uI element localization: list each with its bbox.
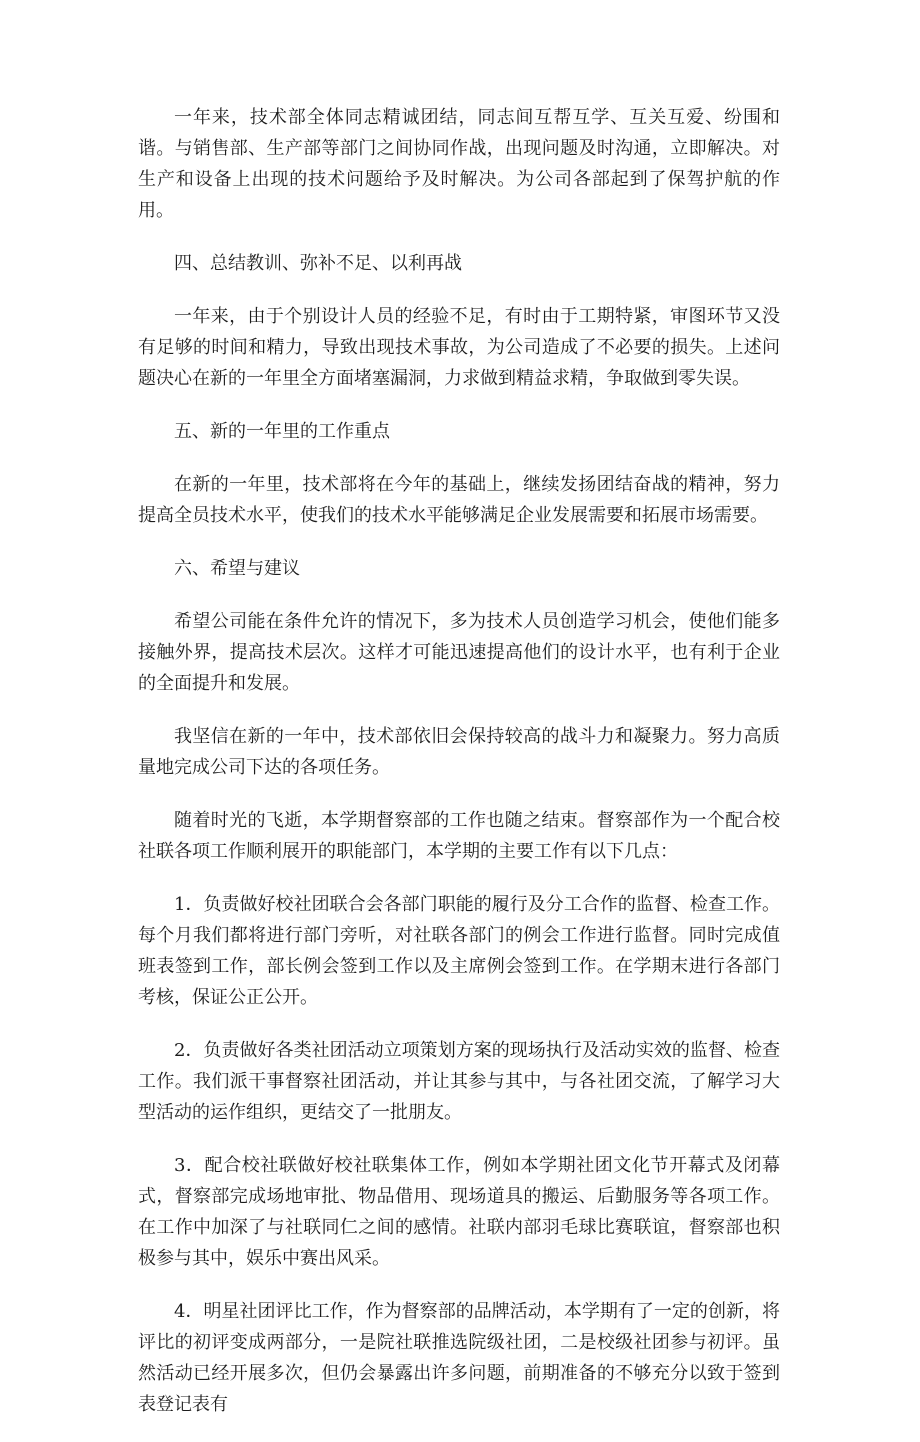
document-body [138,102,780,1442]
list-item-3: 3．配合校社联做好校社联集体工作，例如本学期社团文化节开幕式及闭幕式，督察部完成场地审批、物品借用、现场道具的搬运、后勤服务等各项工作。在工作中加深了与社联同仁之间的感情。社联内部羽毛球比赛联谊，督察部也积极参与其中，娱乐中赛出风采。 [138,1155,780,1269]
list-item-2: 2．负责做好各类社团活动立项策划方案的现场执行及活动实效的监督、检查工作。我们派干事督察社团活动，并让其参与其中，与各社团交流，了解学习大型活动的运作组织，更结交了一批朋友。 [138,1040,780,1123]
paragraph-supervision-intro: 随着时光的飞逝，本学期督察部的工作也随之结束。督察部作为一个配合校社联各项工作顺利展开的职能部门，本学期的主要工作有以下几点： [138,810,780,862]
list-item-1: 1．负责做好校社团联合会各部门职能的履行及分工合作的监督、检查工作。每个月我们都将进行部门旁听，对社联各部门的例会工作进行监督。同时完成值班表签到工作，部长例会签到工作以及主席例会签到工作。在学期末进行各部门考核，保证公正公开。 [138,894,780,1008]
section-heading-4: 四、总结教训、弥补不足、以利再战 [174,253,462,274]
paragraph-lessons: 一年来，由于个别设计人员的经验不足，有时由于工期特紧，审图环节又没有足够的时间和精力，导致出现技术事故，为公司造成了不必要的损失。上述问题决心在新的一年里全方面堵塞漏洞，力求做到精益求精，争取做到零失误。 [138,306,780,389]
section-heading-5: 五、新的一年里的工作重点 [174,421,390,442]
section-heading-6: 六、希望与建议 [174,558,300,579]
paragraph-team-unity: 一年来，技术部全体同志精诚团结，同志间互帮互学、互关互爱、纷围和谐。与销售部、生产部等部门之间协同作战，出现问题及时沟通，立即解决。对生产和设备上出现的技术问题给予及时解决。为公司各部起到了保驾护航的作用。 [138,107,780,221]
list-item-4: 4．明星社团评比工作，作为督察部的品牌活动，本学期有了一定的创新，将评比的初评变成两部分，一是院社联推选院级社团，二是校级社团参与初评。虽然活动已经开展多次，但仍会暴露出许多问题，前期准备的不够充分以致于签到表登记表有 [138,1301,780,1415]
paragraph-focus: 在新的一年里，技术部将在今年的基础上，继续发扬团结奋战的精神，努力提高全员技术水平，使我们的技术水平能够满足企业发展需要和拓展市场需要。 [138,474,780,526]
paragraph-suggestions: 希望公司能在条件允许的情况下，多为技术人员创造学习机会，使他们能多接触外界，提高技术层次。这样才可能迅速提高他们的设计水平，也有利于企业的全面提升和发展。 [138,611,780,694]
paragraph-confidence: 我坚信在新的一年中，技术部依旧会保持较高的战斗力和凝聚力。努力高质量地完成公司下达的各项任务。 [138,726,780,778]
